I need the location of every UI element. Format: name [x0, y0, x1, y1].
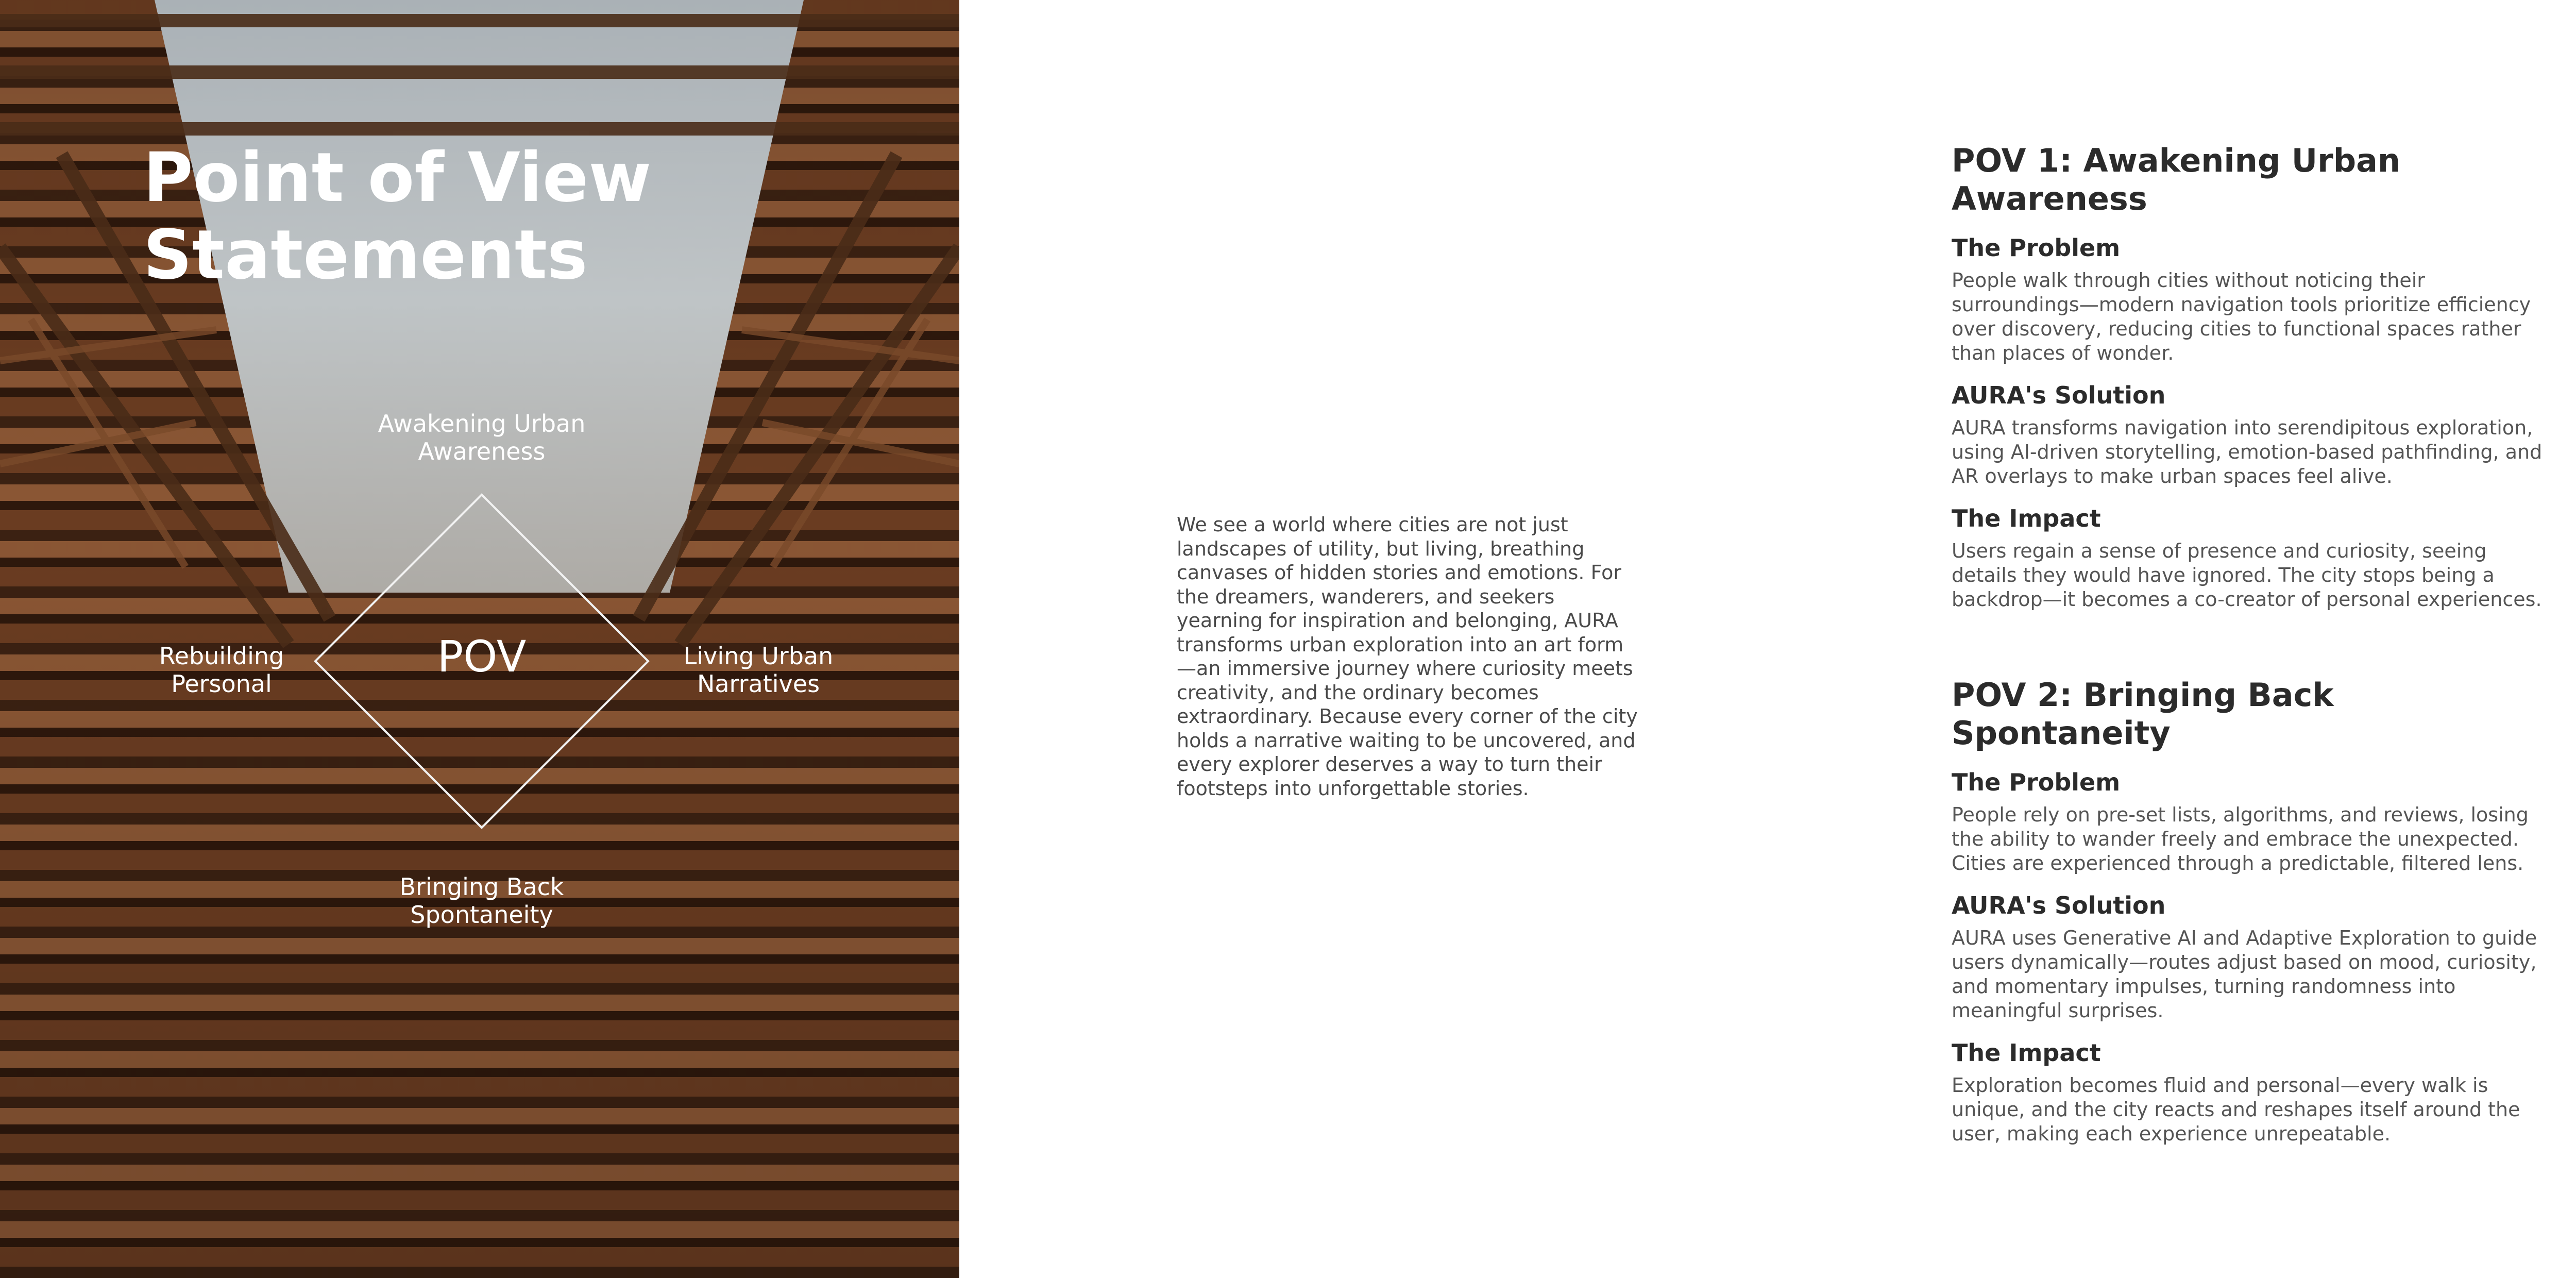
pov-1-title: POV 1: Awakening Urban Awareness	[1952, 142, 2401, 217]
pov-1-solution-text: AURA transforms navigation into serendipitous exploration, using AI-driven storytelling, emotion-based pathfinding, and AR overlays to make urban spaces feel alive.	[1952, 416, 2543, 487]
pov-2-problem-text: People rely on pre-set lists, algorithms, and reviews, losing the ability to wander freely and embrace the unexpected. Cities are experienced through a predictable, filtered lens.	[1952, 803, 2529, 875]
pov-2-solution-text: AURA uses Generative AI and Adaptive Exploration to guide users dynamically—routes adjust based on mood, curiosity, and momentary impulses, turning randomness into meaningful surprises.	[1952, 927, 2537, 1022]
hero-photo	[0, 0, 959, 1278]
pov-2-problem-heading: The Problem	[1952, 768, 2121, 796]
pov-1-impact-heading: The Impact	[1952, 505, 2101, 532]
pov-2-impact-text: Exploration becomes fluid and personal—every walk is unique, and the city reacts and reshapes itself around the user, making each experience unrepeatable.	[1952, 1074, 2520, 1145]
pov-2-section	[1952, 676, 2549, 1162]
pov-1-problem-text: People walk through cities without noticing their surroundings—modern navigation tools prioritize efficiency over discovery, reducing cities to functional spaces rather than places of wonder.	[1952, 269, 2531, 364]
pov-2-solution-heading: AURA's Solution	[1952, 892, 2166, 919]
page-title: Point of View Statements	[143, 138, 652, 295]
pov-2-impact-heading: The Impact	[1952, 1039, 2101, 1067]
pov-1-impact-text: Users regain a sense of presence and curiosity, seeing details they would have ignored. The city stops being a backdrop—it becomes a co-creator of personal experiences.	[1952, 540, 2542, 611]
pov-node-top: Awakening Urban Awareness	[378, 410, 586, 465]
pov-2-title: POV 2: Bringing Back Spontaneity	[1952, 676, 2334, 752]
intro-paragraph: We see a world where cities are not just landscapes of utility, but living, breathing canvases of hidden stories and emotions. For the dreamers, wanderers, and seekers yearning for inspiration and belonging, AURA transforms urban exploration into an art form—an immersive journey where curiosity meets creativity, and the ordinary becomes extraordinary. Because every corner of the city holds a narrative waiting to be uncovered, and every explorer deserves a way to turn their footsteps into unforgettable stories.	[1177, 513, 1638, 800]
pov-node-left: Rebuilding Personal	[159, 642, 284, 698]
pov-1-problem-heading: The Problem	[1952, 234, 2121, 262]
pov-node-right: Living Urban Narratives	[683, 642, 834, 698]
pov-node-bottom: Bringing Back Spontaneity	[399, 873, 564, 929]
pov-1-solution-heading: AURA's Solution	[1952, 381, 2166, 409]
pov-center-label: POV	[437, 631, 527, 682]
pov-1-section	[1952, 142, 2549, 627]
